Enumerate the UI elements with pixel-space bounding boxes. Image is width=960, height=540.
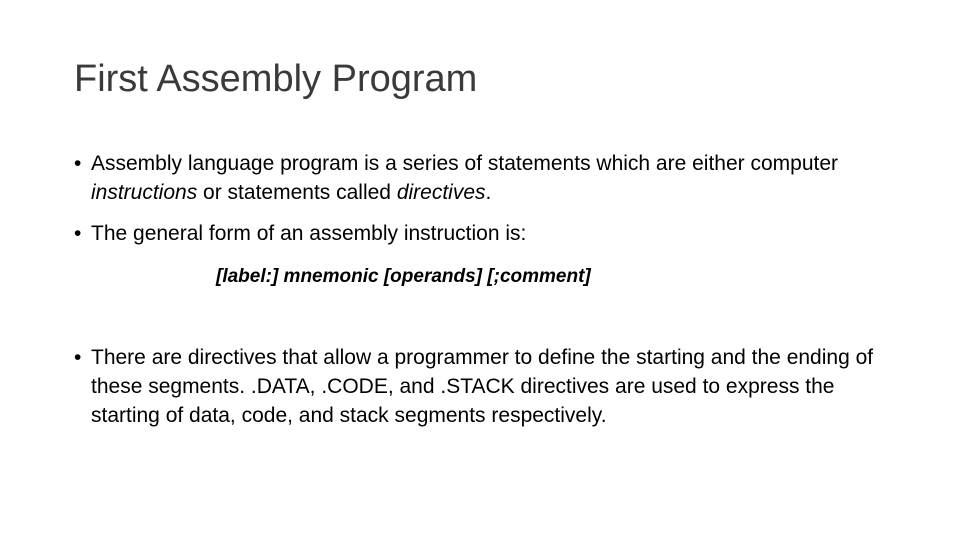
bullet-text (74, 149, 894, 207)
bullet-text-part: or statements called (197, 181, 397, 204)
bullet-text: The general form of an assembly instruction is: (91, 222, 527, 245)
bullet-item-3 (74, 343, 894, 430)
emphasis-directives: directives (396, 181, 486, 204)
bullet-text-part: Assembly language program is a series of statements which are either computer (91, 152, 839, 175)
bullet-item-1 (74, 149, 894, 207)
slide-title: First Assembly Program (74, 58, 478, 100)
bullet-text-part: . (485, 181, 492, 204)
bullet-dot: • (74, 222, 82, 245)
bullet-text: There are directives that allow a programmer to define the starting and the ending of these segments. .DATA, .CODE, and .STACK directives are used to express the starting of data, code, and stack segments respectively. (91, 346, 874, 427)
emphasis-instructions: instructions (91, 181, 198, 204)
bullet-dot: • (74, 346, 82, 369)
bullet-dot: • (74, 152, 82, 175)
instruction-syntax: [label:] mnemonic [operands] [;comment] (216, 266, 591, 287)
bullet-item-2 (74, 219, 894, 248)
